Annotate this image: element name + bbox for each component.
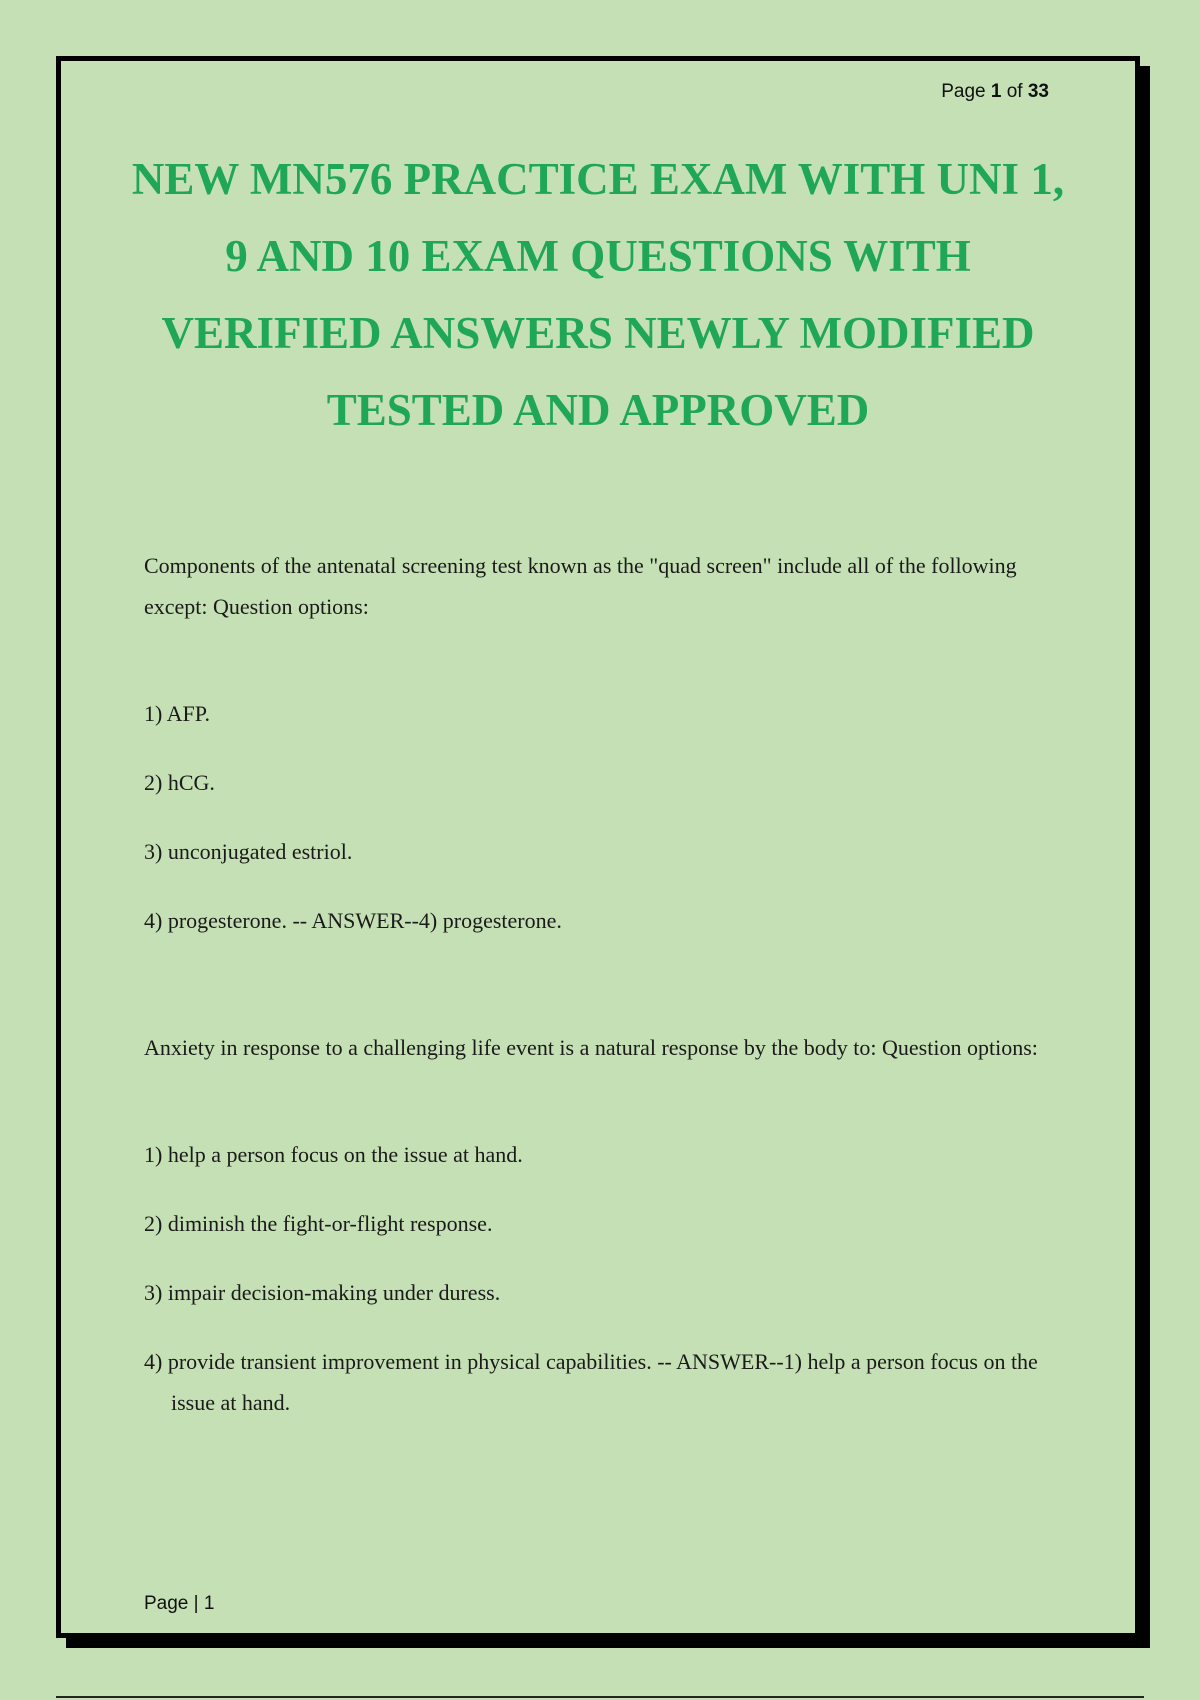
page-prefix: Page bbox=[941, 81, 991, 102]
document-title: NEW MN576 PRACTICE EXAM WITH UNI 1, 9 AND 10 EXAM QUESTIONS WITH VERIFIED ANSWERS NEWLY MODIFIED TESTED AND APPROVED bbox=[131, 154, 1065, 435]
question-2-option-2: 2) diminish the fight-or-flight response. bbox=[144, 1211, 493, 1236]
question-2-text: Anxiety in response to a challenging life event is a natural response by the body to: Question options: bbox=[144, 1035, 1038, 1060]
question-1-text: Components of the antenatal screening test known as the "quad screen" include all of the following except: Question options: bbox=[144, 553, 1017, 619]
document-page bbox=[56, 56, 1140, 1638]
question-1-option-4: 4) progesterone. -- ANSWER--4) progesterone. bbox=[144, 908, 562, 933]
question-1-option-2: 2) hCG. bbox=[144, 770, 215, 795]
page-counter bbox=[941, 81, 1049, 103]
question-2-option-4: 4) provide transient improvement in physical capabilities. -- ANSWER--1) help a person focus on the issue at hand. bbox=[144, 1349, 1038, 1415]
question-1-options bbox=[144, 693, 1055, 941]
question-2-option-1: 1) help a person focus on the issue at hand. bbox=[144, 1142, 523, 1167]
page-current: 1 bbox=[990, 81, 1002, 102]
page-footer: Page | 1 bbox=[144, 1593, 215, 1614]
question-2-option-3: 3) impair decision-making under duress. bbox=[144, 1280, 501, 1305]
page-of: of bbox=[1001, 81, 1028, 102]
question-1-option-1: 1) AFP. bbox=[144, 701, 211, 726]
question-2-options bbox=[144, 1134, 1055, 1423]
question-1-option-3: 3) unconjugated estriol. bbox=[144, 839, 353, 864]
page-total: 33 bbox=[1027, 81, 1049, 102]
questions-section bbox=[144, 545, 1055, 1451]
next-page-edge bbox=[56, 1696, 1144, 1698]
